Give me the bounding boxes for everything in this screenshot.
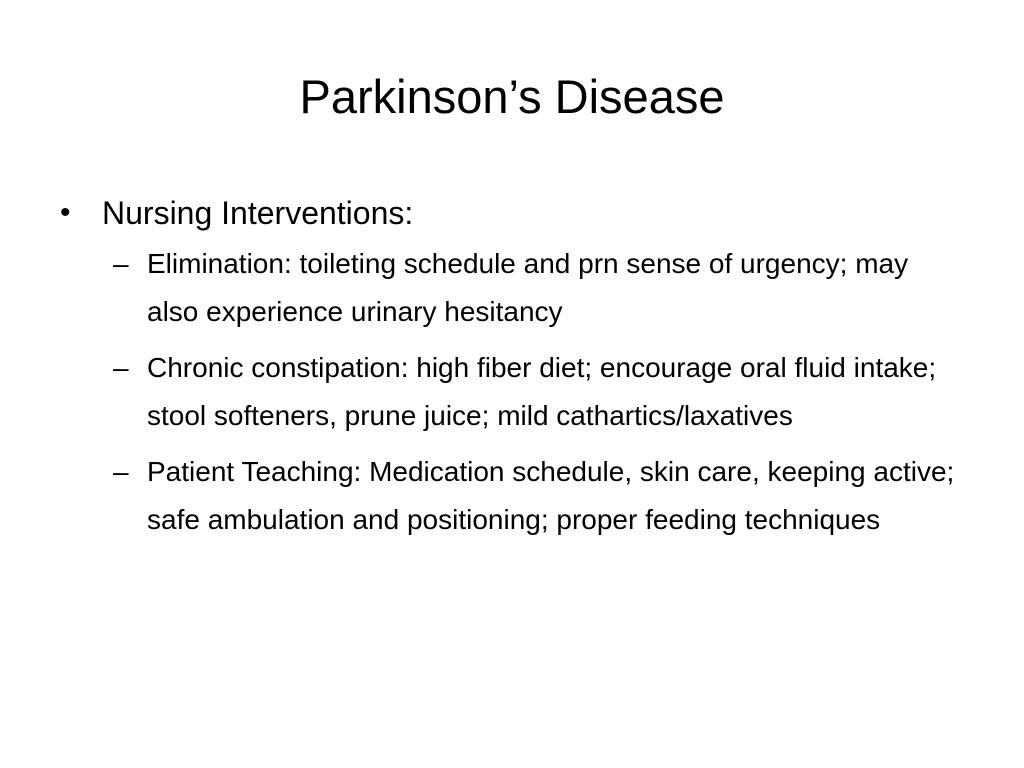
bullet-text: Nursing Interventions: <box>102 195 414 231</box>
sub-bullet-item <box>113 344 967 440</box>
sub-bullet-text: Chronic constipation: high fiber diet; encourage oral fluid intake; stool softeners, prune juice; mild cathartics/laxatives <box>147 352 937 431</box>
sub-bullet-item <box>113 448 967 544</box>
slide-body <box>58 188 958 552</box>
dash-icon: – <box>113 248 129 279</box>
bullet-icon: • <box>60 196 71 229</box>
sub-bullet-text: Elimination: toileting schedule and prn sense of urgency; may also experience urinary hesitancy <box>147 248 909 327</box>
dash-icon: – <box>113 456 129 487</box>
bullet-item <box>58 188 958 238</box>
sub-bullet-text: Patient Teaching: Medication schedule, skin care, keeping active; safe ambulation and positioning; proper feeding techniques <box>147 456 955 535</box>
sub-bullet-item <box>113 240 967 336</box>
slide-title: Parkinson’s Disease <box>299 70 725 123</box>
sub-bullet-list <box>58 240 958 544</box>
dash-icon: – <box>113 352 129 383</box>
